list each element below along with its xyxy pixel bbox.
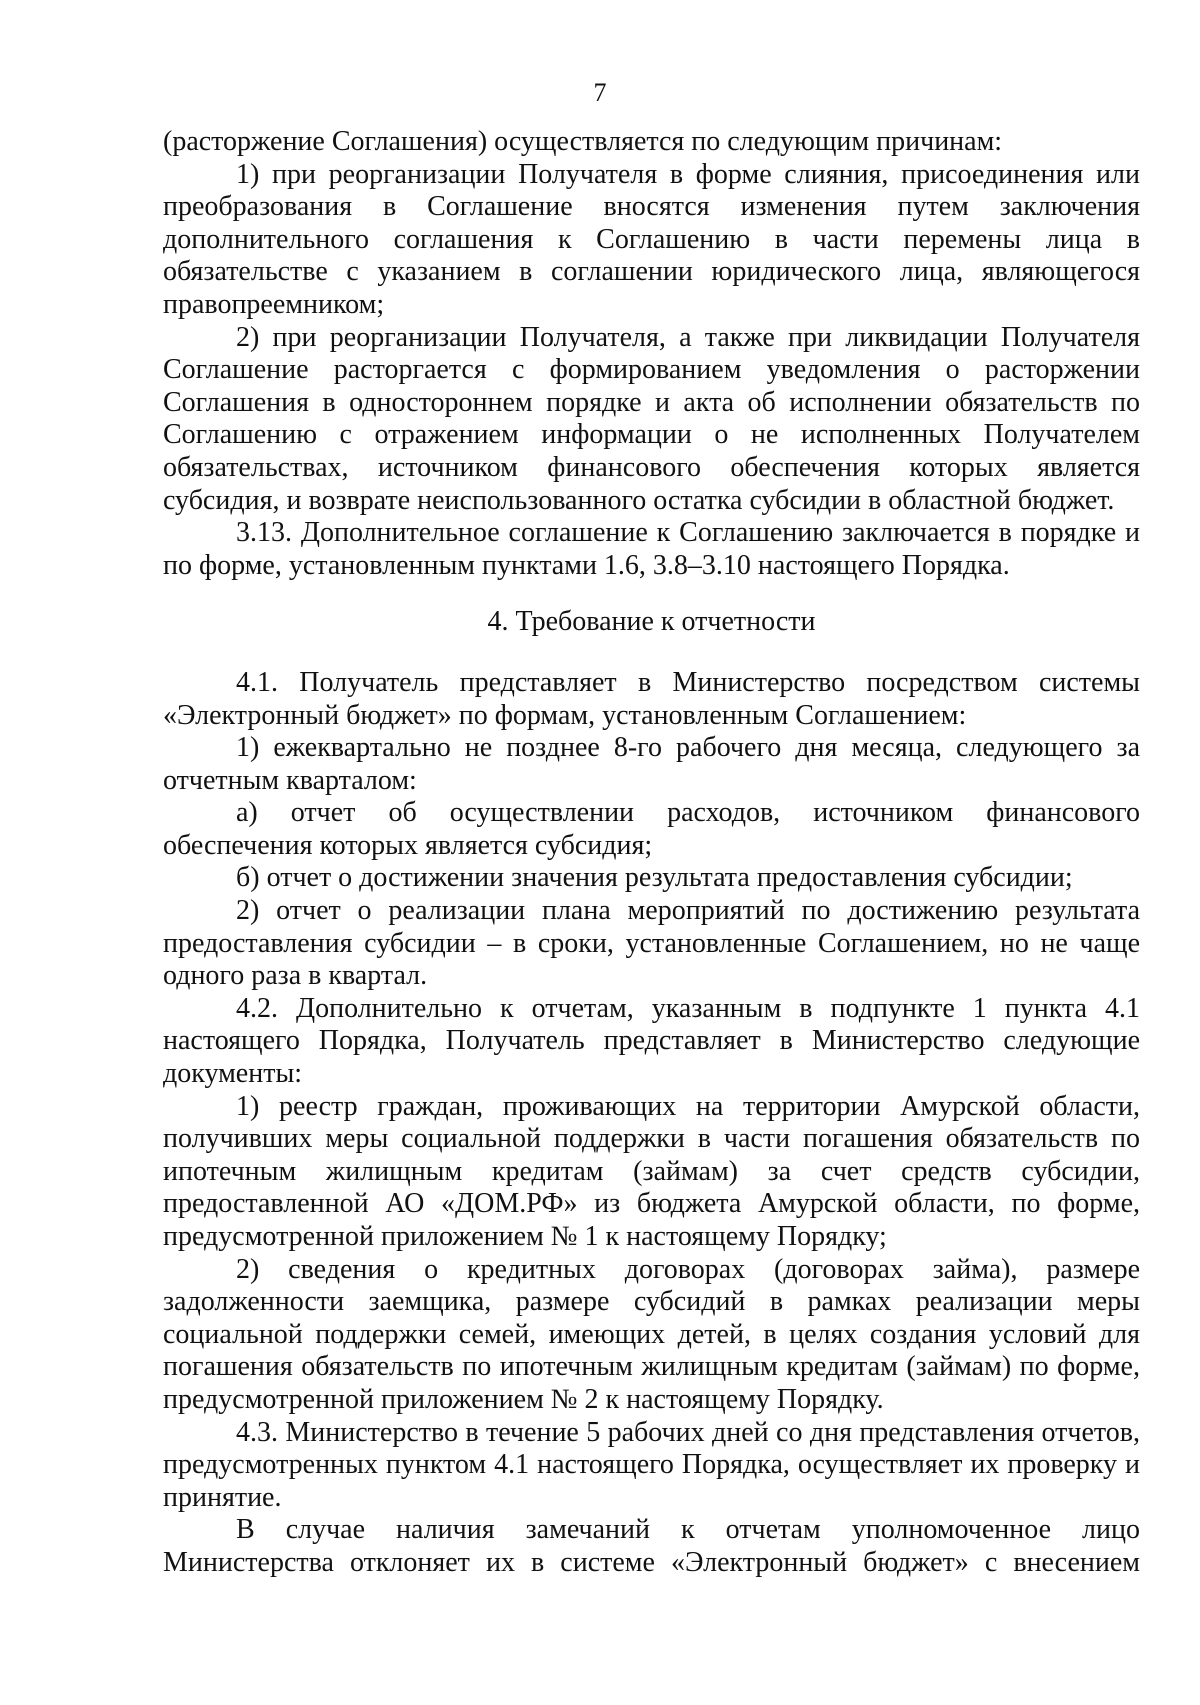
paragraph-4-1-item-b: б) отчет о достижении значения результата предоставления субсидии; (236, 862, 1073, 894)
paragraph-remarks: В случае наличия замечаний к отчетам уполномоченное лицо Министерства отклоняет их в системе «Электронный бюджет» с внесением (163, 1514, 1140, 1578)
paragraph-4-2-item-1: 1) реестр граждан, проживающих на территории Амурской области, получивших меры социальной поддержки в части погашения обязательств по ипотечным жилищным кредитам (займам) за счет средств субсидии, предоставленной АО «ДОМ.РФ» из бюджета Амурской области, по форме, предусмотренной приложением № 1 к настоящему Порядку; (163, 1090, 1140, 1252)
document-body (163, 126, 1140, 1580)
paragraph-continuation: (расторжение Соглашения) осуществляется по следующим причинам: (163, 126, 1003, 157)
paragraph-4-1: 4.1. Получатель представляет в Министерство посредством системы «Электронный бюджет» по формам, установленным Соглашением: (163, 666, 1140, 731)
paragraph-3-13: 3.13. Дополнительное соглашение к Соглашению заключается в порядке и по форме, установленным пунктами 1.6, 3.8–3.10 настоящего Порядка. (163, 517, 1140, 581)
paragraph-4-1-item-a: а) отчет об осуществлении расходов, источником финансового обеспечения которых является субсидия; (163, 797, 1140, 861)
paragraph-item-1: 1) при реорганизации Получателя в форме слияния, присоединения или преобразования в Соглашение вносятся изменения путем заключения дополнительного соглашения к Соглашению в части перемены лица в обязательстве с указанием в соглашении юридического лица, являющегося правопреемником; (163, 158, 1140, 320)
paragraph-4-2: 4.2. Дополнительно к отчетам, указанным в подпункте 1 пункта 4.1 настоящего Порядка, Получатель представляет в Министерство следующие документы: (163, 992, 1140, 1090)
paragraph-4-3: 4.3. Министерство в течение 5 рабочих дней со дня представления отчетов, предусмотренных пунктом 4.1 настоящего Порядка, осуществляет их проверку и принятие. (163, 1416, 1140, 1513)
paragraph-4-2-item-2: 2) сведения о кредитных договорах (договорах займа), размере задолженности заемщика, размере субсидий в рамках реализации меры социальной поддержки семей, имеющих детей, в целях создания условий для погашения обязательств по ипотечным жилищным кредитам (займам) по форме, предусмотренной приложением № 2 к настоящему Порядку. (163, 1253, 1140, 1415)
page-number: 7 (593, 78, 607, 107)
paragraph-4-1-item-2: 2) отчет о реализации плана мероприятий по достижению результата предоставления субсидии – в сроки, установленные Соглашением, но не чаще одного раза в квартал. (163, 895, 1140, 992)
paragraph-item-2: 2) при реорганизации Получателя, а также при ликвидации Получателя Соглашение расторгается с формированием уведомления о расторжении Соглашения в одностороннем порядке и акта об исполнении обязательств по Соглашению с отражением информации о не исполненных Получателем обязательствах, источником финансового обеспечения которых является субсидия, и возврате неиспользованного остатка субсидии в областной бюджет. (163, 321, 1140, 516)
section-heading: 4. Требование к отчетности (487, 606, 816, 638)
paragraph-4-1-item-1: 1) ежеквартально не позднее 8-го рабочего дня месяца, следующего за отчетным кварталом: (163, 732, 1140, 796)
